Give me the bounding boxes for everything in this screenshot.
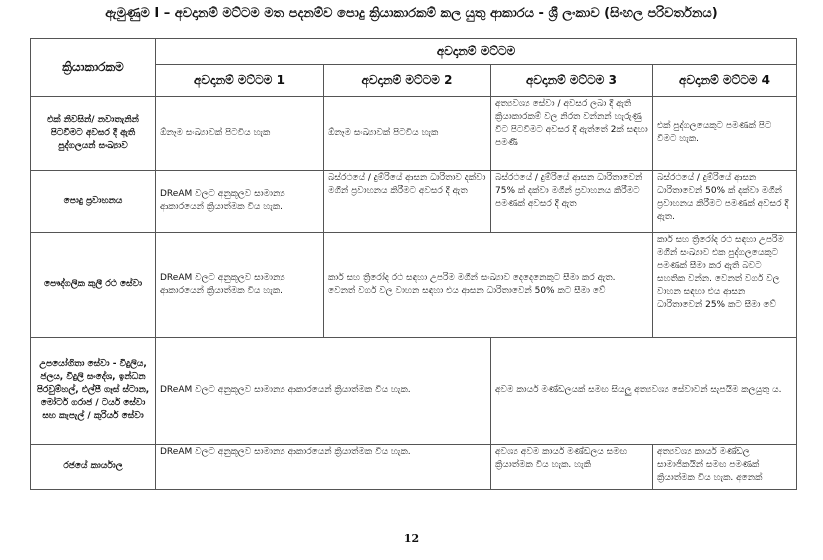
table-row — [31, 444, 797, 489]
row-activity-cell: පෞද්ගලික කුලී රථ සේවා — [31, 232, 156, 337]
level-2-header: අවදානම් මට්ටම 2 — [324, 64, 491, 96]
level-1-2-merged-cell: DReAM වලට අනුකූලව සාමාන්‍ය ආකාරයෙන් ක්‍රියාත්මක විය හැක. — [156, 337, 491, 444]
level-3-cell: බස්රථයේ / දුම්රියේ ආසන ධාරිතාවෙන් 75% ක් දක්වා මගීන් ප්‍රවාහනය කිරීමට පමණක් අවසර දී ඇත — [491, 170, 653, 232]
level-3-cell: අත්‍යවශ්‍ය සේවා / අවසර ලබා දී ඇති ක්‍රියාකාරකම් වල නිරත වන්නන් හැරුණු විට පිටවීමට අවසර දී ඇත්තේ 2ක් සඳහා පමණි — [491, 96, 653, 170]
level-4-header: අවදානම් මට්ටම 4 — [653, 64, 797, 96]
level-1-header: අවදානම් මට්ටම 1 — [156, 64, 324, 96]
level-1-cell: DReAM වලට අනුකූලව සාමාන්‍ය ආකාරයෙන් ක්‍රියාත්මක විය හැක. — [156, 170, 324, 232]
cell-paragraph: කාර් සහ ත්‍රිරෝද රථ සඳහා උපරිම මගීන් සංඛ්‍යාව දෙදෙනෙකුට සීමා කර ඇත. — [328, 272, 616, 283]
level-4-cell: එක් පුද්ගලයෙකුට පමණක් පිට වීමට හැක. — [653, 96, 797, 170]
level-4-cell: කාර් සහ ත්‍රිරෝද රථ සඳහා උපරිම මගීන් සංඛ්‍යාව එක පුද්ගලයෙකුට පමණක් සීමා කර ඇති බවට සහතික වන්න. වෙනත් වර්ග වල වාහන සඳහා එය ආසන ධාරිතාවෙන් 25% කට සීමා වේ — [653, 232, 797, 337]
level-4-cell: බස්රථයේ / දුම්රියේ ආසන ධාරිතාවෙන් 50% ක් දක්වා මගීන් ප්‍රවාහනය කිරීමට පමණක් අවසර දී ඇත. — [653, 170, 797, 232]
table-row — [31, 337, 797, 444]
table-header-row — [31, 39, 797, 65]
level-1-cell: DReAM වලට අනුකූලව සාමාන්‍ය ආකාරයෙන් ක්‍රියාත්මක විය හැක. — [156, 232, 324, 337]
cell-paragraph: වෙනත් වර්ග වල වාහන සඳහා එය ආසන ධාරිතාවෙන් 50% කට සීමා වේ — [328, 285, 606, 296]
table-row — [31, 232, 797, 337]
row-activity-cell: රජයේ කාර්යාල — [31, 444, 156, 489]
level-3-cell: අවශ්‍ය අවම කාර්ය මණ්ඩලය සමඟ ක්‍රියාත්මක විය හැක. හැකි — [491, 444, 653, 489]
level-2-cell: බස්රථයේ / දුම්රියේ ආසන ධාරිතාව දක්වා මගීන් ප්‍රවාහනය කිරීමට අවසර දී ඇත — [324, 170, 491, 232]
row-activity-cell: එක් නිවසින්/ නවාතැනින් පිටවීමට අවසර දී ඇති පුද්ගලයන් සංඛ්‍යාව — [31, 96, 156, 170]
level-2-3-merged-cell — [324, 232, 653, 337]
document-title: ඇමුණුම I – අවදානම් මට්ටම මත පදනම්ව පොදු ක්‍රියාකාරකම් කල යුතු ආකාරය - ශ්‍රී ලංකාව (සිංහල පරිවර්තනය) — [105, 6, 718, 21]
level-1-2-merged-cell: DReAM වලට අනුකූලව සාමාන්‍ය ආකාරයෙන් ක්‍රියාත්මක විය හැක. — [156, 444, 491, 489]
level-3-4-merged-cell: අවම කාර්ය මණ්ඩලයක් සමඟ සියලු අත්‍යවශ්‍ය සේවාවන් සැපයිම කලයුතු ය. — [491, 337, 797, 444]
level-2-cell: ඕනෑම සංඛ්‍යාවක් පිටවිය හැක — [324, 96, 491, 170]
risk-level-activity-table — [30, 38, 797, 490]
level-3-header: අවදානම් මට්ටම 3 — [491, 64, 653, 96]
level-4-cell: අත්‍යවශ්‍ය කාර්ය මණ්ඩල සාමාජිකයින් සමඟ පමණක් ක්‍රියාත්මක විය හැක. අනෙක් — [653, 444, 797, 489]
activity-column-header: ක්‍රියාකාරකම — [31, 39, 156, 97]
row-activity-cell: උපයෝගිතා සේවා - විදුලිය, ජලය, විදුලි සංදේශ, ඉන්ධන පිරවුම්හල්, එල්පී ගෑස් ස්ටාන, මෝටර් ගරාජ / ටයර් සේවා සහ කැපැල් / කුරියර් සේවා — [31, 337, 156, 444]
row-activity-cell: පොදු ප්‍රවාහනය — [31, 170, 156, 232]
level-1-cell: ඕනෑම සංඛ්‍යාවක් පිටවිය හැක — [156, 96, 324, 170]
page-number: 12 — [403, 532, 420, 545]
table-row — [31, 170, 797, 232]
risk-level-group-header: අවදානම් මට්ටම — [156, 39, 797, 65]
table-row — [31, 96, 797, 170]
